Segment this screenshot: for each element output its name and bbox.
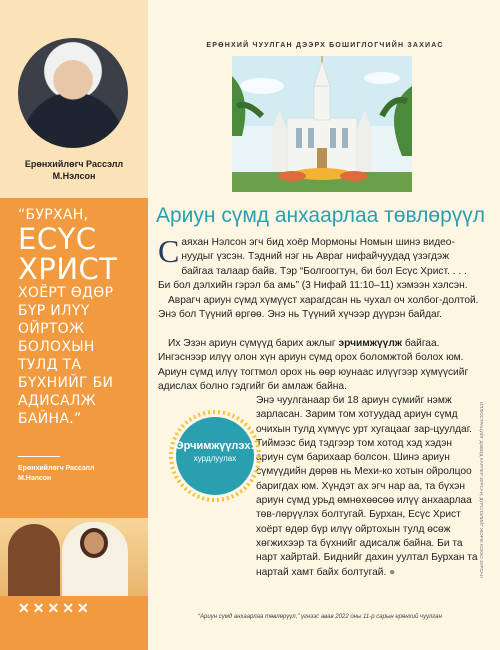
end-mark: ● [389, 566, 396, 578]
definition-meaning: хурдлуулах [193, 454, 237, 463]
article-title: Ариун сүмд анхаарлаа төвлөрүүл [156, 204, 486, 227]
quote-attribution: Ерөнхийлөгч Рассэлл М.Нэлсон [18, 465, 95, 482]
paragraph-3-post: байгаа. Ингэснээр илүү олон хүн ариун сүмд орох боломжтой болох юм. Ариун сүмд илүү тогтмол орох нь өөр юунаас илүүгээр хүмүүсийг адислах болно гэдгийг би амлаж байна. [158, 338, 469, 392]
figure-christ-head [80, 528, 108, 558]
quote-divider [18, 456, 60, 457]
paragraph-3-pre: Их Эзэн ариун сүмүүд барих ажлыг [168, 338, 339, 349]
highlight-term: эрчимжүүлж [338, 338, 403, 349]
figure-woman [8, 524, 60, 596]
decorative-x-marks: ✕✕✕✕✕ [18, 600, 92, 616]
quote-line: АДИСАЛЖ [18, 393, 97, 409]
paragraph-2: Аврагч ариун сүмд хүмүүст харагдсан нь чухал оч холбог-долтой. Энэ бол Түүний өргөө. Энэ нь Түүний хүчээр дүүрэн байдаг. [158, 295, 479, 321]
illustration-credit: ИЛЛЮСТРАЦИЙГ ДЭВИД ХАРПЕР ЗУРСАН; ДҮРСЛЭЛИЙГ ЖОРЖ КОККО ЗУРСАН [479, 402, 484, 578]
paragraph-4-indented-text: Энэ чуулганаар би 18 ариун сүмийг нэмж зарласан. Зарим том хотуудад ариун сүмд очихын тулд хүмүүс урт хугацааг зар-цуулдаг. Тиймээс бид тэдгээр том хотод хэд хэдэн ариун сүм барихаар болсон. Шинэ ариун сүмүүдийн дөрөв нь Мехи-ко хотын ойролцоо баригдах юм. [256, 395, 473, 492]
quote-line: ОЙРТОЖ [18, 321, 85, 337]
quote-line: БҮР ИЛҮҮ [18, 303, 90, 319]
quote-line: ЕСҮС [18, 222, 97, 256]
portrait-caption: Ерөнхийлөгч Рассэлл М.Нэлсон [24, 159, 124, 181]
source-footnote: “Ариун сүмд анхаарлаа төвлөрүүл,” үгнээс авав 2022 оны 11-р сарын ерөнхий чуулган [198, 614, 442, 620]
quote-line: “БУРХАН, [18, 207, 89, 223]
quote-line: ТУЛД ТА [18, 357, 82, 373]
definition-term: Эрчимжүүлэх: [175, 440, 255, 452]
quote-line: ХРИСТ [18, 252, 118, 286]
drop-cap: С [158, 233, 180, 269]
paragraph-3 [158, 337, 480, 394]
pull-quote [18, 206, 142, 428]
portrait-photo [18, 38, 128, 148]
definition-badge-text [168, 440, 262, 463]
quote-line: ХОЁРТ ӨДӨР [18, 285, 114, 301]
christ-illustration [0, 518, 148, 596]
paragraph-4-wrapped [256, 394, 480, 580]
quote-line: БАЙНА.” [18, 411, 82, 427]
section-kicker: ЕРӨНХИЙ ЧУУЛГАН ДЭЭРХ БОШИГЛОГЧИЙН ЗАХИАС [206, 42, 444, 49]
temple-illustration [232, 56, 412, 192]
paragraph-4-rest-text: Хүндэт ах эгч нар аа, та бүхэн ариун сүмд урьд өмнөхөөсөө илүү анхаарлаа төв-лөрүүлэх болтугай. Бурхан, Есүс Христ хоёрт өдөр бүр илүү ойртохын тулд өсөж хөгжихээр та бүхнийг адисалж байна. Би та нарт хайртай. Биднийг дахин уултал Бурхан та нартай хамт байх болтугай. [256, 480, 478, 578]
paragraph-1 [158, 233, 480, 293]
quote-line: БОЛОХЫН [18, 339, 95, 355]
paragraph-1-text: аяхан Нэлсон эгч бид хоёр Мормоны Номын шинэ видео-нуудыг үзсэн. Тэдний нэг нь Авраг нифайчуудад үзэгдэж байгаа талаар байв. Тэр “Болгоогтун, би бол Есүс Христ. . . . Би бол дэлхийн гэрэл ба амь” (3 Нифай 11:10–11) хэмээн хэлсэн. [158, 237, 468, 291]
quote-line: БҮХНИЙГ БИ [18, 375, 114, 391]
